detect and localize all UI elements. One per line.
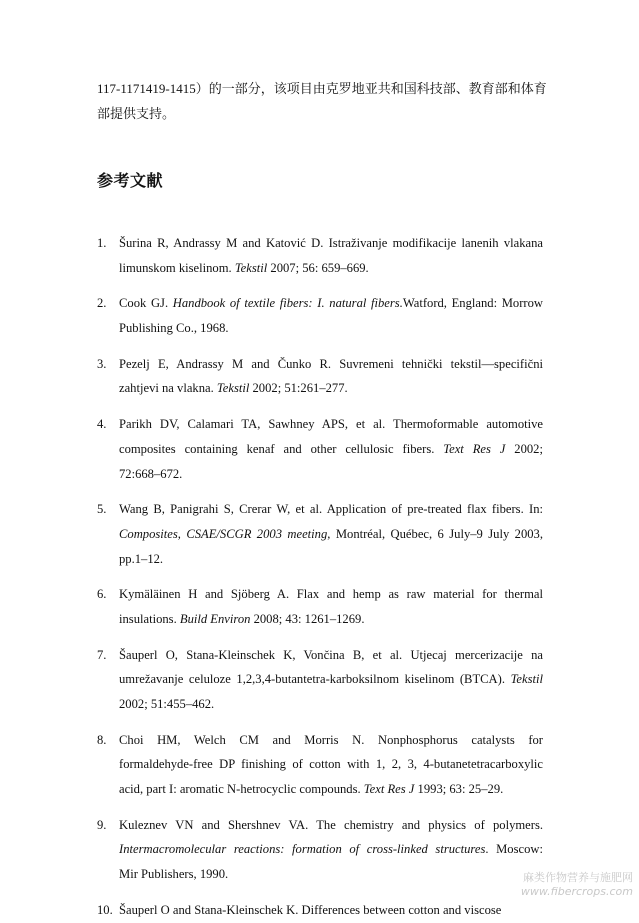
reference-segment: Mir Publishers, 1990. [119, 867, 229, 882]
reference-italic-segment: Tekstil [234, 260, 268, 275]
reference-segment: pp.1–12. [119, 551, 164, 566]
reference-item [97, 412, 543, 486]
reference-item [97, 582, 543, 631]
reference-item [97, 497, 543, 571]
reference-text [119, 582, 543, 631]
reference-line [119, 643, 543, 668]
reference-number: 1. [97, 236, 107, 250]
reference-text [119, 643, 543, 717]
watermark-url: www.fibercrops.com [520, 885, 633, 898]
reference-segment: Kuleznev VN and Shershnev VA. The chemistry and physics of polymers. [119, 817, 543, 832]
reference-number: 5. [97, 502, 107, 517]
reference-text [119, 728, 543, 802]
reference-segment: Kymäläinen H and Sjöberg A. Flax and hemp as raw material for thermal [119, 587, 543, 602]
intro-line-1: 117-1171419-1415）的一部分，该项目由克罗地亚共和国科技部、教育部和体育 [97, 81, 547, 96]
reference-number: 9. [97, 817, 107, 832]
reference-text [119, 231, 543, 280]
reference-item [97, 813, 543, 887]
reference-segment: zahtjevi na vlakna. [119, 381, 217, 396]
reference-segment: Šauperl O, Stana-Kleinschek K, Vončina B, et al. Utjecaj mercerizacije na [119, 647, 543, 662]
reference-segment: . Moscow: [485, 842, 543, 857]
watermark [521, 871, 633, 899]
reference-segment: acid, part I: aromatic N-hetrocyclic compounds. [119, 782, 364, 797]
reference-line [119, 862, 543, 887]
reference-text [119, 291, 543, 340]
reference-italic-segment: Handbook of textile fibers: I. natural fibers. [172, 296, 403, 311]
reference-segment: Wang B, Panigrahi S, Crerar W, et al. Application of pre-treated flax fibers. In: [119, 502, 543, 517]
reference-segment: 1993; 63: 25–29. [414, 782, 504, 797]
reference-number: 6. [97, 587, 107, 602]
reference-list [97, 231, 543, 923]
reference-item [97, 231, 543, 280]
reference-line [119, 777, 543, 802]
reference-text [119, 813, 543, 887]
reference-text [119, 497, 543, 571]
reference-segment: 2002; 51:455–462. [119, 697, 215, 711]
reference-line [119, 667, 543, 692]
reference-segment: Šurina R, Andrassy M and Katović D. Istraživanje modifikacije lanenih vlakana [119, 236, 543, 250]
reference-segment: Publishing Co., 1968. [119, 321, 229, 336]
references-heading: 参考文献 [97, 171, 164, 190]
reference-item [97, 291, 543, 340]
reference-line [119, 437, 543, 462]
reference-italic-segment: Build Environ [179, 611, 251, 626]
reference-segment: Choi HM, Welch CM and Morris N. Nonphosphorus catalysts for [119, 732, 543, 747]
reference-line [119, 352, 543, 377]
reference-segment: Cook GJ. [119, 296, 173, 311]
reference-segment: Šauperl O and Stana-Kleinschek K. Differences between cotton and viscose [119, 902, 502, 917]
reference-line [119, 291, 543, 316]
reference-segment: umrežavanje celuloze 1,2,3,4-butantetra-karboksilnom kiselinom (BTCA). [119, 672, 511, 687]
reference-italic-segment: Composites, CSAE/SCGR 2003 meeting [119, 526, 328, 541]
reference-line [119, 522, 543, 547]
reference-text [119, 898, 543, 923]
reference-line [119, 231, 543, 256]
reference-line [119, 728, 543, 753]
reference-number: 3. [97, 356, 107, 371]
reference-segment: 2002; [505, 441, 543, 456]
reference-segment: , Montréal, Québec, 6 July–9 July 2003, [327, 526, 543, 541]
reference-item [97, 643, 543, 717]
reference-text [119, 352, 543, 401]
reference-item [97, 352, 543, 401]
reference-segment: Watford, England: Morrow [402, 296, 543, 311]
reference-segment: Pezelj E, Andrassy M and Čunko R. Suvremeni tehnički tekstil—specifični [119, 356, 543, 371]
reference-line [119, 607, 543, 632]
reference-segment: formaldehyde-free DP finishing of cotton with 1, 2, 3, 4-butanetetracarboxylic [119, 757, 543, 772]
reference-italic-segment: Tekstil [510, 672, 543, 687]
reference-line [119, 837, 543, 862]
reference-number: 8. [97, 732, 107, 747]
reference-line [119, 692, 543, 717]
reference-line [119, 316, 543, 341]
reference-segment: composites containing kenaf and other cellulosic fibers. [119, 441, 444, 456]
reference-line [119, 462, 543, 487]
reference-segment: 2008; 43: 1261–1269. [250, 611, 365, 626]
intro-paragraph [97, 76, 547, 126]
reference-italic-segment: Tekstil [216, 381, 250, 396]
reference-number: 2. [97, 296, 107, 311]
reference-item [97, 898, 543, 923]
reference-line [119, 582, 543, 607]
reference-line [119, 497, 543, 522]
reference-number: 7. [97, 647, 107, 662]
reference-line [119, 898, 543, 923]
watermark-text: 麻类作物营养与施肥网 [523, 871, 633, 884]
reference-italic-segment: Text Res J [443, 441, 506, 456]
reference-segment: 2007; 56: 659–669. [267, 260, 369, 275]
reference-segment: limunskom kiselinom. [119, 260, 235, 275]
reference-number: 10. [97, 902, 113, 917]
reference-italic-segment: Intermacromolecular reactions: formation of cross-linked structures [119, 842, 486, 857]
reference-item [97, 728, 543, 802]
reference-segment: insulations. [119, 611, 180, 626]
reference-line [119, 256, 543, 281]
reference-line [119, 547, 543, 572]
reference-line [119, 376, 543, 401]
reference-segment: 72:668–672. [119, 466, 183, 481]
reference-line [119, 412, 543, 437]
reference-segment: 2002; 51:261–277. [249, 381, 348, 396]
reference-text [119, 412, 543, 486]
reference-italic-segment: Text Res J [363, 782, 415, 797]
reference-line [119, 752, 543, 777]
reference-number: 4. [97, 417, 107, 432]
reference-line [119, 813, 543, 838]
reference-segment: Parikh DV, Calamari TA, Sawhney APS, et al. Thermoformable automotive [119, 417, 543, 432]
intro-line-2: 部提供支持。 [97, 106, 176, 121]
